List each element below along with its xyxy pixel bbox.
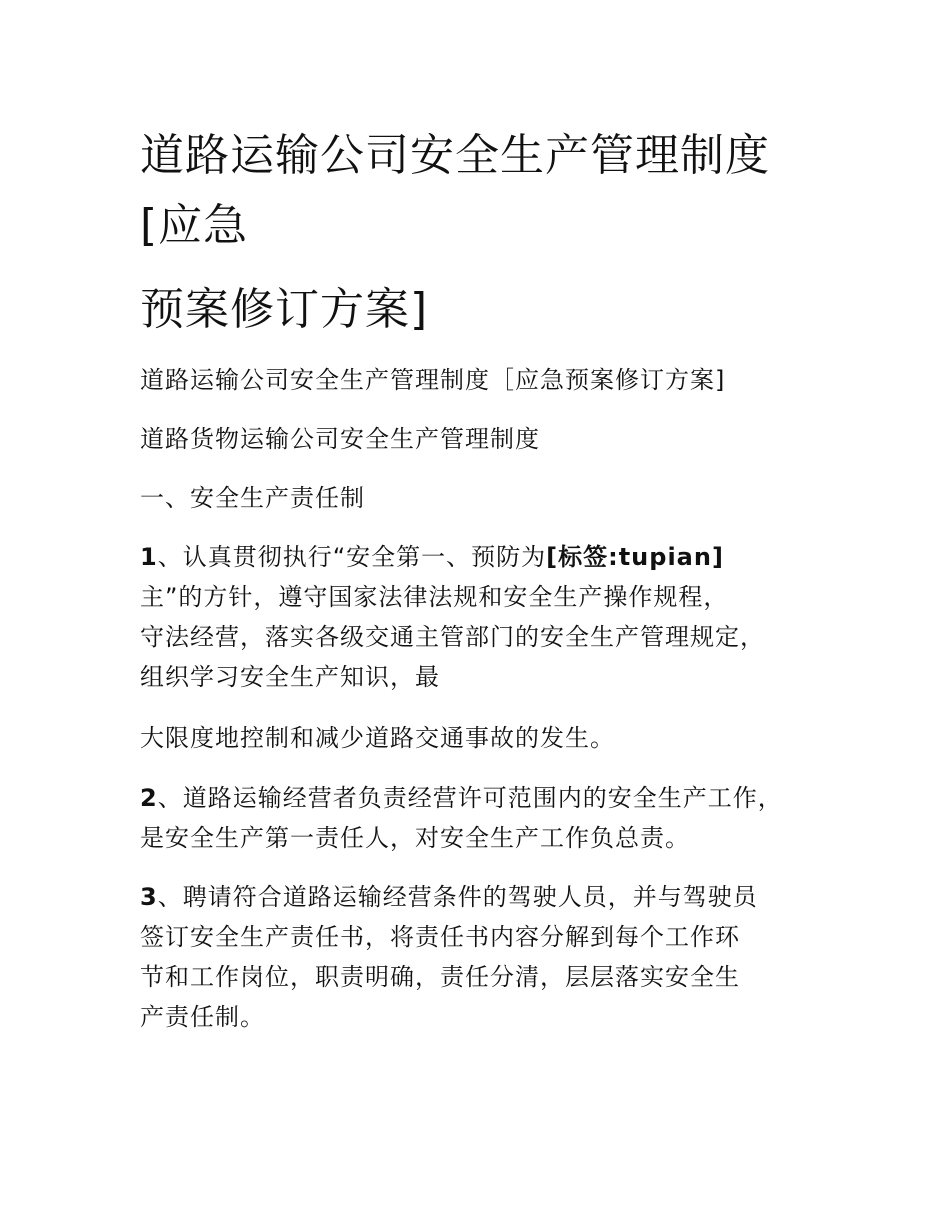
document-heading: 道路货物运输公司安全生产管理制度	[140, 425, 540, 453]
paragraph-number: 2	[140, 784, 158, 812]
paragraph-1-line-3: 守法经营，落实各级交通主管部门的安全生产管理规定，	[140, 623, 765, 651]
paragraph-3-line-4: 产责任制。	[140, 1003, 265, 1031]
document-subtitle: 道路运输公司安全生产管理制度［应急预案修订方案]	[140, 366, 726, 394]
paragraph-text: 、道路运输经营者负责经营许可范围内的安全生产工作，	[157, 784, 783, 812]
paragraph-number: 1	[140, 543, 158, 571]
paragraph-3-line-3: 节和工作岗位，职责明确，责任分清，层层落实安全生	[140, 963, 740, 991]
document-title-line-2: [应急	[140, 200, 249, 251]
paragraph-2-line-1	[140, 783, 783, 813]
paragraph-3-line-1	[140, 882, 758, 912]
document-title-line-3: 预案修订方案]	[140, 284, 429, 335]
image-tag-label: [标签:tupian]	[546, 543, 724, 571]
paragraph-number: 3	[140, 883, 158, 911]
document-title-line-1: 道路运输公司安全生产管理制度	[140, 130, 770, 181]
paragraph-3-line-2: 签订安全生产责任书，将责任书内容分解到每个工作环	[140, 923, 740, 951]
paragraph-text: 、聘请符合道路运输经营条件的驾驶人员，并与驾驶员	[157, 883, 758, 911]
paragraph-1-line-1	[140, 542, 724, 572]
paragraph-2-line-2: 是安全生产第一责任人，对安全生产工作负总责。	[140, 824, 690, 852]
paragraph-continuation: 大限度地控制和减少道路交通事故的发生。	[140, 724, 615, 752]
paragraph-1-line-4: 组织学习安全生产知识，最	[140, 663, 440, 691]
paragraph-text: 、认真贯彻执行“安全第一、预防为	[157, 543, 547, 571]
paragraph-1-line-2: 主”的方针，遵守国家法律法规和安全生产操作规程，	[140, 583, 729, 611]
section-heading: 一、安全生产责任制	[140, 484, 365, 512]
